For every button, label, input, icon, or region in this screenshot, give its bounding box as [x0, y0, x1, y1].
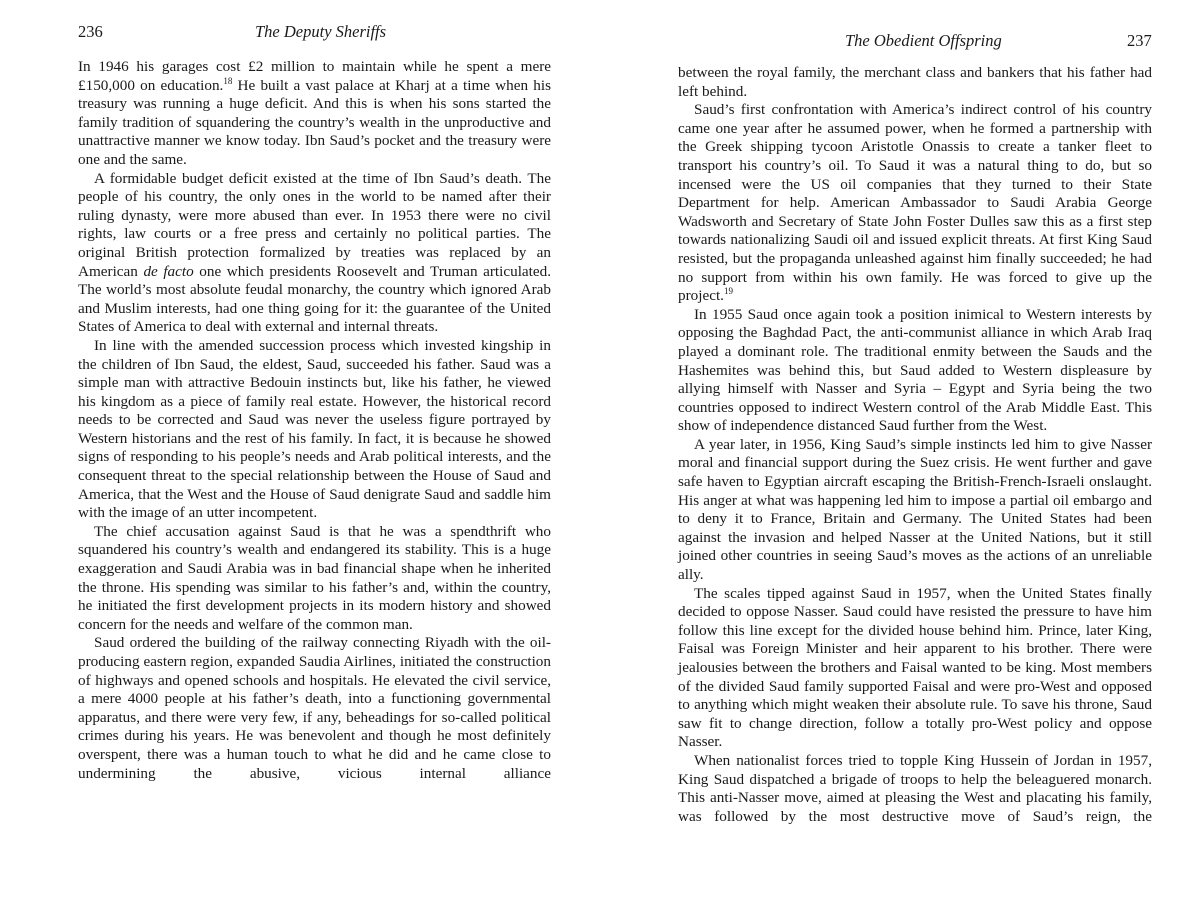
right-page: [600, 0, 1195, 898]
running-title: The Obedient Offspring: [845, 31, 1002, 50]
paragraph: A year later, in 1956, King Saud’s simple instincts led him to give Nasser moral and financial support during the Suez crisis. He went further and gave safe haven to Egyptian aircraft escaping the British-French-Israeli onslaught. His anger at what was happening led him to impose a partial oil embargo and to deny it to France, Britain and Germany. The United States had been against the invasion and helped Nasser at the United Nations, but it still joined other countries in seeing Saud’s moves as the actions of an unreliable ally.: [678, 435, 1152, 584]
paragraph: Saud ordered the building of the railway connecting Riyadh with the oil-producing eastern region, expanded Saudia Airlines, initiated the construction of highways and opened schools and hospitals. He elevated the civil service, a mere 4000 people at his father’s death, into a functioning governmental apparatus, and there were very few, if any, beheadings for so-called political crimes during his years. He was benevolent and though he most definitely overspent, there was a human touch to what he did and he came close to undermining the abusive, vicious internal alliance: [78, 634, 551, 782]
paragraph: The chief accusation against Saud is that he was a spendthrift who squandered his country’s wealth and endangered its stability. This is a huge exaggeration and Saudi Arabia was in bad financial shape when he inherited the throne. His spending was similar to his father’s and, within the country, he initiated the first development projects in its modern history and showed concern for the needs and welfare of the common man.: [78, 522, 551, 633]
body-text: [678, 64, 1152, 826]
paragraph: In 1946 his garages cost £2 million to maintain while he spent a mere £150,000 on education.$^{18}$ He built a vast palace at Kharj at a time when his treasury was running a huge deficit. And this is when his sons started the family tradition of squandering the country’s wealth in the unproductive and unattractive manner we know today. Ibn Saud’s pocket and the treasury were one and the same.: [78, 58, 551, 168]
paragraph: The scales tipped against Saud in 1957, when the United States finally decided to oppose Nasser. Saud could have resisted the pressure to have him follow this line except for the divided house behind him. Prince, later King, Faisal was Foreign Minister and heir apparent to his brother. There were jealousies between the brothers and Faisal wanted to be king. Most members of the divided Saud family supported Faisal and were pro-West and opposed to anything which might weaken their absolute rule. To save his throne, Saud saw fit to change direction, follow a totally pro-West policy and oppose Nasser.: [678, 584, 1152, 751]
paragraph: In 1955 Saud once again took a position inimical to Western interests by opposing the Baghdad Pact, the anti-communist alliance in which Arab Iraq played a dominant role. The traditional enmity between the Sauds and the Hashemites was behind this, but Saud added to Western displeasure by allying himself with Nasser and Syria – Egypt and Syria being the two countries opposed to indirect Western control of the Arab Middle East. This show of independence distanced Saud further from the West.: [678, 305, 1152, 435]
paragraph: When nationalist forces tried to topple King Hussein of Jordan in 1957, King Saud dispatched a brigade of troops to help the beleaguered monarch. This anti-Nasser move, aimed at pleasing the West and placating his family, was followed by the most destructive move of Saud’s reign, the: [678, 751, 1152, 825]
paragraph: A formidable budget deficit existed at the time of Ibn Saud’s death. The people of his country, the only ones in the world to be named after their ruling dynasty, were more abused than ever. In 1953 there were no civil rights, law courts or a free press and certainly no political parties. The original British protection formalized by treaties was replaced by an American de facto one which presidents Roosevelt and Truman articulated. The world’s most absolute feudal monarchy, the country which ignored Arab and Muslim interests, had one thing going for it: the guarantee of the United States of America to deal with external and internal threats.: [78, 169, 552, 336]
page-number: 236: [78, 22, 103, 41]
paragraph: In line with the amended succession process which invested kingship in the children of Ibn Saud, the eldest, Saud, succeeded his father. Saud was a simple man with attractive Bedouin instincts but, like his father, he viewed his kingdom as a piece of family real estate. However, the historical record needs to be corrected and Saud was never the useless figure portrayed by Western historians and the rest of his family. In fact, it is because he showed signs of responding to his people’s needs and Arab political interests, and the consequent threat to the special relationship between the House of Saud and America, that the West and the House of Saud denigrate Saud and saddle him with the image of an utter incompetent.: [78, 336, 551, 522]
page-number: 237: [1127, 31, 1152, 50]
paragraph: Saud’s first confrontation with America’s indirect control of his country came one year after he assumed power, when he formed a partnership with the Greek shipping tycoon Aristotle Onassis to create a tanker fleet to transport his country’s oil. To Saud it was a natural thing to do, but so incensed were the US oil companies that they turned to their State Department for help. American Ambassador to Saudi Arabia George Wadsworth and Secretary of State John Foster Dulles saw this as a first step towards nationalizing Saudi oil and issued explicit threats. At first King Saud resisted, but the propaganda unleashed against him finally succeeded; he had no support from within his own family. He was forced to give up the project.$^{19}$: [678, 101, 1152, 305]
paragraph: between the royal family, the merchant class and bankers that his father had left behind.: [678, 64, 1152, 100]
running-title: The Deputy Sheriffs: [255, 22, 387, 41]
body-text: [78, 58, 551, 783]
